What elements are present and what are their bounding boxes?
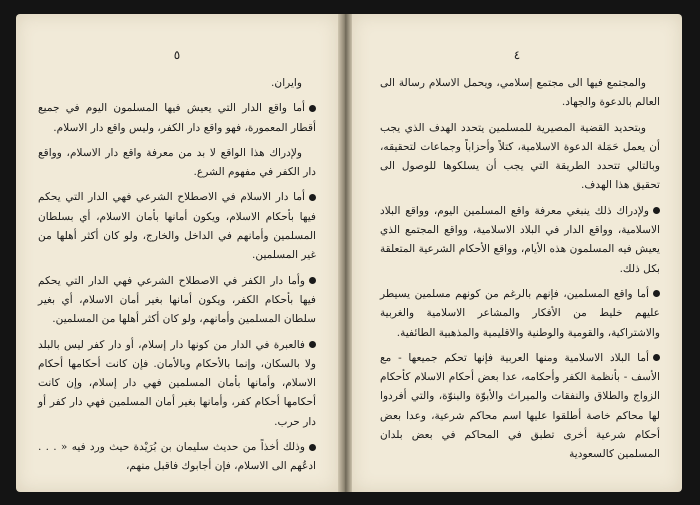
right-page-body [380,74,660,465]
left-page-number: ٥ [173,48,181,62]
bullet-paragraph: فالعبرة في الدار من كونها دار إسلام، أو دار كفر ليس بالبلد ولا بالسكان، وإنما بالأحكام وبالأمان. فإن كانت أحكامها أحكام الاسلام، وأمانها بأمان المسلمين فهي دار إسلام، وإن كانت أحكامها أحكام كفر، وأمانها بغير أمان المسلمين فهي دار كفر أو دار حرب. [38,336,316,432]
left-page-body [38,74,316,477]
bullet-paragraph: أما دار الاسلام في الاصطلاح الشرعي فهي الدار التي يحكم فيها بأحكام الاسلام، ويكون أمانها بأمان الاسلام، أي بسلطان المسلمين وأمانهم في الداخل والخارج، ولو كان أكثر أهلها من غير المسلمين. [38,188,316,265]
book-gutter [338,14,352,492]
bullet-paragraph: أما البلاد الاسلامية ومنها العربية فإنها تحكم جميعها - مع الأسف - بأنظمة الكفر وأحكامه، عدا بعض أحكام الاسلام كأحكام الزواج والطلاق والنفقات والميراث والأبوّة والبنوّة، والتي أفردوا لها محاكم خاصة أطلقوا عليها اسم محاكم شرعية، وعدا بعض أحكام شرعية أخرى تطبق في المحاكم في بعض بلدان المسلمين كالسعودية [380,349,660,465]
paragraph: وبتحديد القضية المصيرية للمسلمين يتحدد الهدف الذي يجب أن يعمل حَمَلة الدعوة الاسلامية، كتلاً وأحزاباً وجماعات لتحقيقه، وبالتالي تتحدد الطريقة التي يجب أن يسلكوها للوصول الى تحقيق هذا الهدف. [380,121,660,192]
bullet-paragraph: أما واقع المسلمين، فإنهم بالرغم من كونهم مسلمين يسيطر عليهم خليط من الأفكار والمشاعر الاسلامية والغربية والاشتراكية، والقومية والوطنية والاقليمية والمذهبية الطائفية. [380,285,660,343]
bullet-paragraph: ولإدراك ذلك ينبغي معرفة واقع المسلمين اليوم، وواقع البلاد الاسلامية، وواقع الدار في البلاد الاسلامية، وواقع المجتمع الذي يعيش فيه المسلمون هذه الأيام، وواقع الأحكام الشرعية المتعلقة بكل ذلك. [380,202,660,279]
left-page [16,14,338,492]
right-page-number: ٤ [513,48,521,62]
paragraph: والمجتمع فيها الى مجتمع إسلامي، ويحمل الاسلام رسالة الى العالم بالدعوة والجهاد. [380,77,660,109]
paragraph: ولإدراك هذا الواقع لا بد من معرفة واقع دار الاسلام، وواقع دار الكفر في مفهوم الشرع. [38,146,316,179]
bullet-paragraph: أما واقع الدار التي يعيش فيها المسلمون اليوم في جميع أقطار المعمورة، فهو واقع دار الكفر، وليس واقع دار الاسلام. [38,99,316,138]
right-page [352,14,682,492]
paragraph: وايران. [271,77,302,89]
bullet-paragraph: وذلك أخذاً من حديث سليمان بن بُرَيْدة حيث ورد فيه « . . . ادعُهم الى الاسلام، فإن أجابوك فاقبل منهم، [38,438,316,477]
bullet-paragraph: وأما دار الكفر في الاصطلاح الشرعي فهي الدار التي يحكم فيها بأحكام الكفر، ويكون أمانها بغير أمان الاسلام، أي بغير سلطان المسلمين وأمانهم، ولو كان أكثر أهلها من المسلمين. [38,272,316,330]
